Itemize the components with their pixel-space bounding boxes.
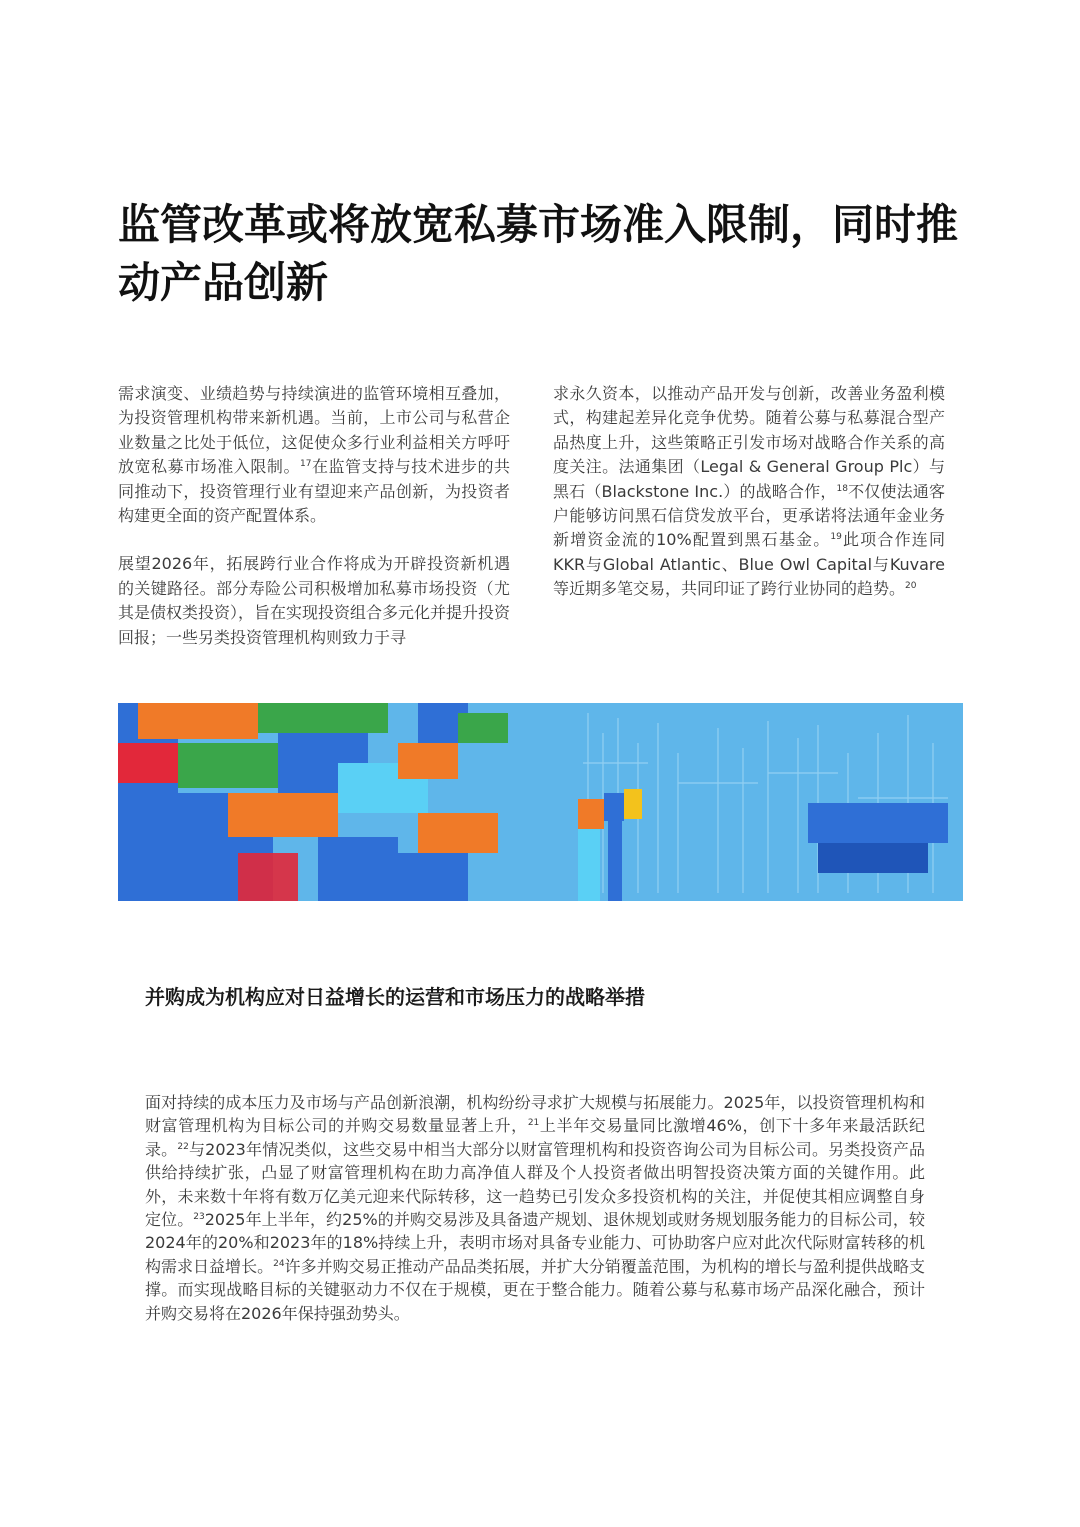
footnote-ref[interactable]: 21 <box>527 1118 540 1129</box>
building-blocks-image <box>118 703 963 901</box>
intro-paragraph-1: 需求演变、业绩趋势与持续演进的监管环境相互叠加，为投资管理机构带来新机遇。当前，上市公司与私营企业数量之比处于低位，这促使众多行业利益相关方呼吁放宽私募市场准入限制。$^{17}$在监管支持与技术进步的共同推动下，投资管理行业有望迎来产品创新，为投资者构建更全面的资产配置体系。 <box>118 384 510 526</box>
intro-column-left <box>118 382 510 650</box>
section-subtitle: 并购成为机构应对日益增长的运营和市场压力的战略举措 <box>145 985 645 1009</box>
footnote-ref[interactable]: 17 <box>300 459 312 470</box>
intro-column-right <box>553 382 945 602</box>
page-title: 监管改革或将放宽私募市场准入限制，同时推动产品创新 <box>118 200 959 307</box>
footnote-ref[interactable]: 20 <box>905 581 917 592</box>
section-body-paragraph: 面对持续的成本压力及市场与产品创新浪潮，机构纷纷寻求扩大规模与拓展能力。2025年，以投资管理机构和财富管理机构为目标公司的并购交易数量显著上升，$^{21}$上半年交易量同比激增46%，创下十多年来最活跃纪录。$^{22}$与2023年情况类似，这些交易中相当大部分以财富管理机构和投资咨询公司为目标公司。另类投资产品供给持续扩张，凸显了财富管理机构在助力高净值人群及个人投资者做出明智投资决策方面的关键作用。此外，未来数十年将有数万亿美元迎来代际转移，这一趋势已引发众多投资机构的关注，并促使其相应调整自身定位。$^{23}$2025年上半年，约25%的并购交易涉及具备遗产规划、退休规划或财务规划服务能力的目标公司，较2024年的20%和2023年的18%持续上升，表明市场对具备专业能力、可协助客户应对此次代际财富转移的机构需求日益增长。$^{24}$许多并购交易正推动产品品类拓展，并扩大分销覆盖范围，为机构的增长与盈利提供战略支撑。而实现战略目标的关键驱动力不仅在于规模，更在于整合能力。随着公募与私募市场产品深化融合，预计并购交易将在2026年保持强劲势头。 <box>145 1093 925 1323</box>
intro-paragraph-2-continued: 求永久资本，以推动产品开发与创新，改善业务盈利模式，构建起差异化竞争优势。随着公募与私募混合型产品热度上升，这些策略正引发市场对战略合作关系的高度关注。法通集团（Legal & General Group Plc）与黑石（Blackstone Inc.）的战略合作，$^{18}$不仅使法通客户能够访问黑石信贷发放平台，更承诺将法通年金业务新增资金流的10%配置到黑石基金。$^{19}$此项合作连同KKR与Global Atlantic、Blue Owl Capital与Kuvare等近期多笔交易，共同印证了跨行业协同的趋势。$^{20}$ <box>553 384 945 599</box>
intro-paragraph-2: 展望2026年，拓展跨行业合作将成为开辟投资新机遇的关键路径。部分寿险公司积极增加私募市场投资（尤其是债权类投资），旨在实现投资组合多元化并提升投资回报；一些另类投资管理机构则致力于寻 <box>118 554 511 647</box>
footnote-ref[interactable]: 23 <box>193 1212 205 1223</box>
footnote-ref[interactable]: 24 <box>273 1258 285 1269</box>
banner-illustration <box>118 703 963 901</box>
footnote-ref[interactable]: 22 <box>177 1141 189 1152</box>
footnote-ref[interactable]: 18 <box>836 483 848 494</box>
footnote-ref[interactable]: 19 <box>830 532 842 543</box>
